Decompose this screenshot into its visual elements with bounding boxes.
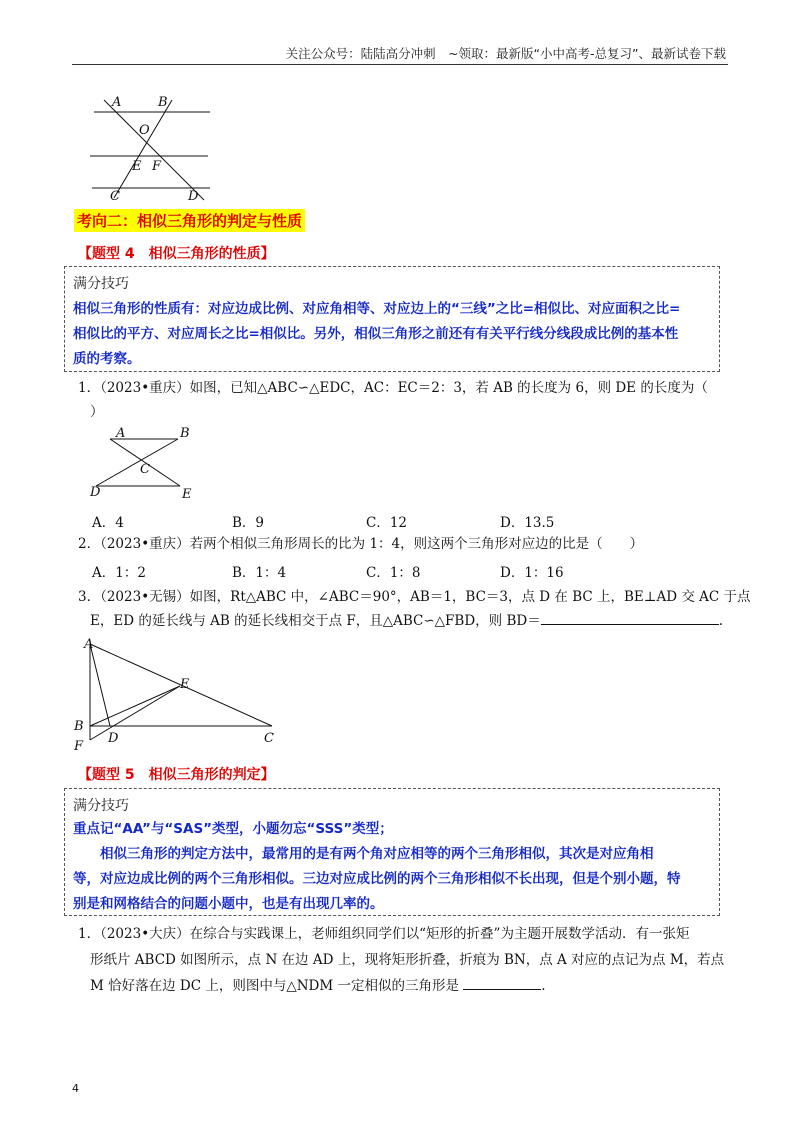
- q4-line3: [78, 973, 724, 999]
- q2-option-d[interactable]: D．1：16: [500, 565, 564, 581]
- q3-line2-end: .: [718, 613, 724, 629]
- label-D: D: [90, 485, 101, 500]
- label-D: D: [108, 731, 119, 746]
- label-E: E: [182, 487, 192, 502]
- label-C: C: [264, 731, 274, 746]
- label-B: B: [74, 719, 84, 734]
- q1-option-d[interactable]: D．13.5: [500, 515, 555, 531]
- q1-figure: [84, 424, 204, 504]
- type4-tip-head: 满分技巧: [73, 276, 129, 292]
- type5-tip-line: 等，对应边成比例的两个三角形相似。三边对应成比例的两个三角形相似不长出现，但是个别小题，特: [73, 871, 681, 887]
- label-E: E: [132, 159, 142, 174]
- q4-line3-text: M 恰好落在边 DC 上，则图中与△NDM 一定相似的三角形是: [90, 978, 459, 994]
- segment-AD: [90, 644, 110, 726]
- type4-title: 【题型 4 相似三角形的性质】: [78, 246, 275, 262]
- label-E: E: [180, 677, 190, 692]
- label-A: A: [116, 426, 126, 441]
- type4-tip-line: 相似三角形的性质有：对应边成比例、对应角相等、对应边上的“三线”之比=相似比、对应面积之比=: [73, 301, 681, 317]
- q3-figure: [70, 636, 286, 754]
- page-number: 4: [72, 1082, 79, 1095]
- segment-EF: [90, 686, 180, 740]
- label-B: B: [180, 426, 190, 441]
- q1-line: 1．（2023•重庆）如图，已知△ABC∽△EDC，AC：EC＝2：3，若 AB 的长度为 6，则 DE 的长度为（: [78, 380, 708, 396]
- label-C: C: [140, 462, 150, 477]
- type5-tip-line: 别是和网格结合的问题小题中，也是有出现几率的。: [73, 896, 384, 912]
- page-header: 关注公众号：陆陆高分冲刺 ~领取：最新版“小中高考-总复习”、最新试卷下载: [285, 46, 726, 61]
- q2-option-a[interactable]: A．1：2: [92, 565, 146, 581]
- type5-tip-box: [64, 788, 720, 916]
- type4-tip-text: [73, 297, 680, 372]
- line-BC: [114, 100, 172, 198]
- label-F: F: [152, 159, 162, 174]
- q3-line: 3．（2023•无锡）如图，Rt△ABC 中，∠ABC＝90°，AB＝1，BC＝3，点 D 在 BC 上，BE⊥AD 交 AC 于点: [78, 589, 751, 605]
- q2-stem: 2．（2023•重庆）若两个相似三角形周长的比为 1：4，则这两个三角形对应边的比是（ ）: [78, 536, 644, 552]
- q1-option-b[interactable]: B．9: [232, 515, 265, 531]
- section-title: 考向二：相似三角形的判定与性质: [74, 209, 305, 232]
- q4-line3-end: .: [541, 978, 546, 994]
- type4-tip-line: 相似比的平方、对应周长之比=相似比。另外，相似三角形之前还有有关平行线分线段成比例的基本性: [73, 326, 679, 342]
- header-rule: [72, 64, 728, 65]
- label-D: D: [188, 189, 199, 204]
- label-A: A: [84, 637, 94, 652]
- type5-tip-head: 满分技巧: [73, 798, 129, 814]
- q3-answer-blank[interactable]: [541, 610, 719, 625]
- q4-stem: [78, 921, 724, 999]
- segment-BE: [90, 686, 180, 726]
- type5-title: 【题型 5 相似三角形的判定】: [78, 767, 275, 783]
- figure-parallel-lines: [84, 92, 224, 204]
- label-O: O: [139, 123, 150, 138]
- label-C: C: [110, 189, 120, 204]
- type5-tip-line: 相似三角形的判定方法中，最常用的是有两个角对应相等的两个三角形相似，其次是对应角相: [73, 846, 654, 862]
- type4-tip-line: 质的考察。: [73, 351, 141, 367]
- q3-line2: [78, 609, 751, 633]
- label-F: F: [74, 739, 84, 754]
- q1-option-c[interactable]: C．12: [366, 515, 408, 531]
- q4-line: 形纸片 ABCD 如图所示，点 N 在边 AD 上，现将矩形折叠，折痕为 BN，点 A 对应的点记为点 M，若点: [90, 952, 725, 968]
- q4-line: 1．（2023•大庆）在综合与实践课上，老师组织同学们以“矩形的折叠”为主题开展数学活动．有一张矩: [78, 926, 690, 942]
- q3-stem: [78, 585, 751, 633]
- q1-stem: [78, 376, 708, 424]
- q4-answer-blank[interactable]: [463, 975, 541, 990]
- label-B: B: [158, 95, 168, 110]
- q1-option-a[interactable]: A．4: [92, 515, 124, 531]
- label-A: A: [112, 95, 122, 110]
- q2-option-c[interactable]: C．1：8: [366, 565, 421, 581]
- q1-line: ）: [90, 404, 104, 420]
- q2-option-b[interactable]: B．1：4: [232, 565, 287, 581]
- type5-tip-line: 重点记“AA”与“SAS”类型，小题勿忘“SSS”类型；: [73, 821, 393, 837]
- line-AD: [104, 100, 204, 200]
- type5-tip-text: [73, 817, 681, 917]
- type4-tip-box: [64, 266, 720, 372]
- q3-line2-text: E，ED 的延长线与 AB 的延长线相交于点 F，且△ABC∽△FBD，则 BD＝: [90, 613, 541, 629]
- segment-BD: [96, 439, 178, 486]
